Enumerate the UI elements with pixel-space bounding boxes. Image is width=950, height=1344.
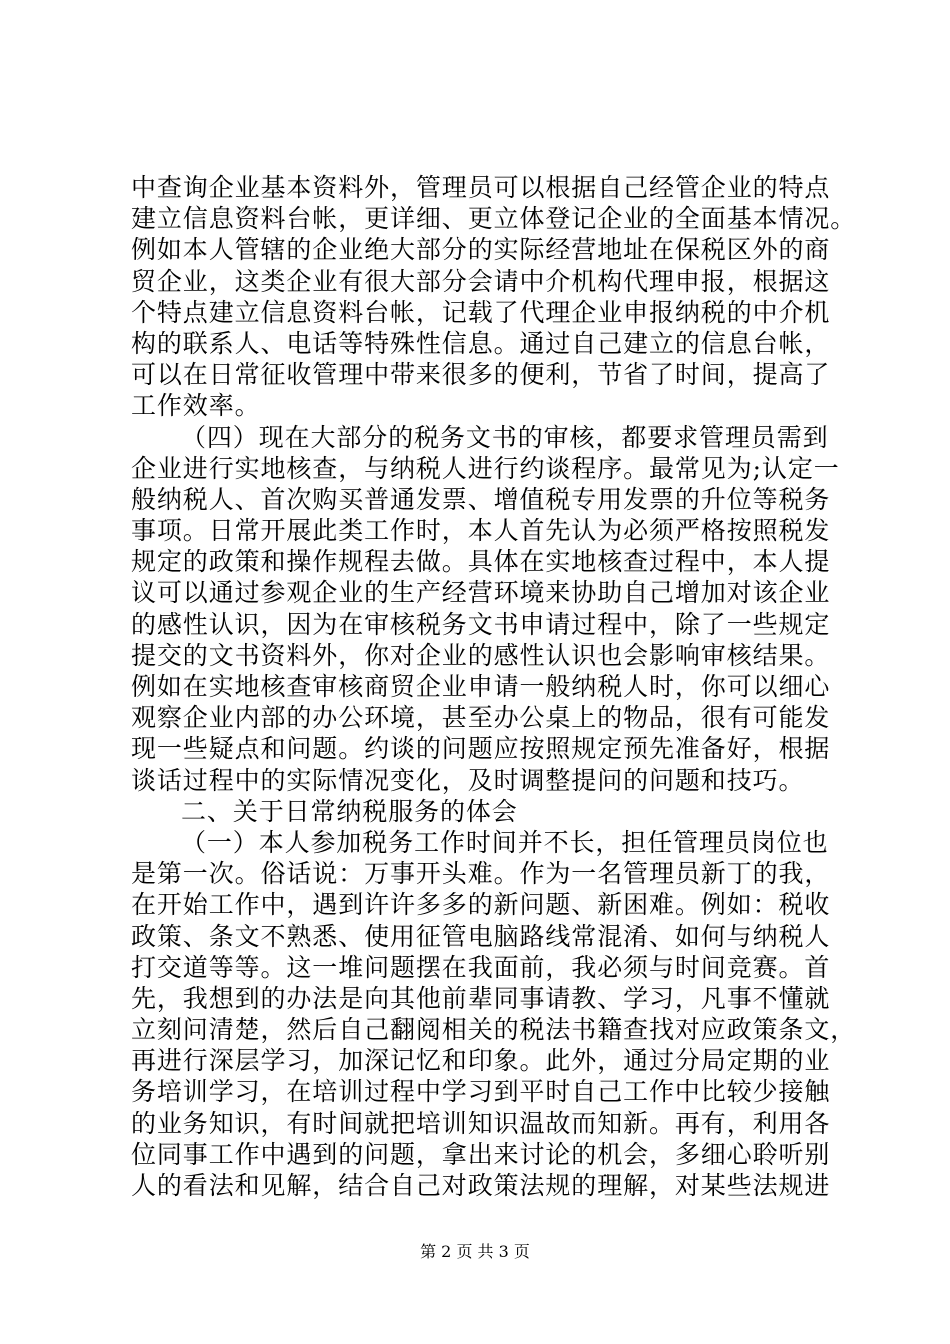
text-line: 在开始工作中，遇到许许多多的新问题、新困难。例如：税收 <box>131 890 831 920</box>
text-line: 规定的政策和操作规程去做。具体在实地核查过程中，本人提 <box>131 547 831 577</box>
text-line: 建立信息资料台帐，更详细、更立体登记企业的全面基本情况。 <box>131 204 857 234</box>
text-line: 的感性认识，因为在审核税务文书申请过程中，除了一些规定 <box>131 609 831 639</box>
page-footer: 第 2 页 共 3 页 <box>420 1242 530 1261</box>
text-line: 工作效率。 <box>131 391 261 421</box>
text-line: 立刻问清楚，然后自己翻阅相关的税法书籍查找对应政策条文， <box>131 1015 857 1045</box>
text-line: 是第一次。俗话说：万事开头难。作为一名管理员新丁的我， <box>131 859 831 889</box>
text-line: 打交道等等。这一堆问题摆在我面前，我必须与时间竞赛。首 <box>131 952 831 982</box>
text-line: 现一些疑点和问题。约谈的问题应按照规定预先准备好，根据 <box>131 734 831 764</box>
text-line: 先，我想到的办法是向其他前辈同事请教、学习，凡事不懂就 <box>131 983 831 1013</box>
text-line: 构的联系人、电话等特殊性信息。通过自己建立的信息台帐， <box>131 328 831 358</box>
text-line: 般纳税人、首次购买普通发票、增值税专用发票的升位等税务 <box>131 484 831 514</box>
text-line: 二、关于日常纳税服务的体会 <box>181 796 518 826</box>
text-line: 务培训学习，在培训过程中学习到平时自己工作中比较少接触 <box>131 1077 831 1107</box>
text-line: 个特点建立信息资料台帐，记载了代理企业申报纳税的中介机 <box>131 297 831 327</box>
text-line: （一）本人参加税务工作时间并不长，担任管理员岗位也 <box>181 827 829 857</box>
text-line: 议可以通过参观企业的生产经营环境来协助自己增加对该企业 <box>131 578 831 608</box>
text-line: 例如在实地核查审核商贸企业申请一般纳税人时，你可以细心 <box>131 672 831 701</box>
text-line: 可以在日常征收管理中带来很多的便利，节省了时间，提高了 <box>131 360 831 390</box>
text-line: 提交的文书资料外，你对企业的感性认识也会影响审核结果。 <box>131 640 831 670</box>
text-line: 例如本人管辖的企业绝大部分的实际经营地址在保税区外的商 <box>131 235 831 265</box>
text-line: 人的看法和见解，结合自己对政策法规的理解，对某些法规进 <box>131 1171 831 1200</box>
text-line: 政策、条文不熟悉、使用征管电脑路线常混淆、如何与纳税人 <box>131 921 831 951</box>
text-line: 事项。日常开展此类工作时，本人首先认为必须严格按照税发 <box>131 516 831 546</box>
text-line: 再进行深层学习，加深记忆和印象。此外，通过分局定期的业 <box>131 1046 831 1076</box>
text-line: 企业进行实地核查，与纳税人进行约谈程序。最常见为;认定一 <box>131 453 840 483</box>
text-line: （四）现在大部分的税务文书的审核，都要求管理员需到 <box>181 422 829 452</box>
text-line: 中查询企业基本资料外，管理员可以根据自己经管企业的特点 <box>131 173 831 202</box>
text-line: 谈话过程中的实际情况变化，及时调整提问的问题和技巧。 <box>131 765 805 795</box>
text-line: 位同事工作中遇到的问题，拿出来讨论的机会，多细心聆听别 <box>131 1139 831 1169</box>
text-line: 贸企业，这类企业有很大部分会请中介机构代理申报，根据这 <box>131 266 831 296</box>
body-text <box>131 172 857 1201</box>
text-line: 的业务知识，有时间就把培训知识温故而知新。再有，利用各 <box>131 1108 831 1138</box>
text-line: 观察企业内部的办公环境，甚至办公桌上的物品，很有可能发 <box>131 703 831 733</box>
